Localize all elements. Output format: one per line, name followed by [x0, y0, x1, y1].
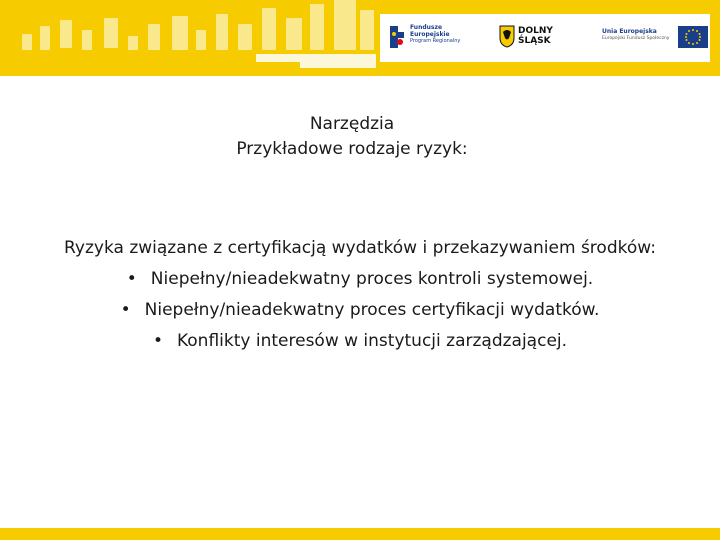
eagle-crest-icon — [498, 24, 516, 48]
bullet-icon: • — [152, 331, 163, 351]
header-band — [0, 0, 720, 76]
fe-line1: Fundusze — [410, 24, 443, 31]
list-item-text: Konflikty interesów w instytucji zarządzającej. — [176, 331, 568, 351]
list-item-text: Niepełny/nieadekwatny proces certyfikacji wydatków. — [144, 300, 600, 320]
eu-flag-icon — [678, 26, 708, 48]
fe-star-icon — [388, 24, 408, 52]
title-line2: Przykładowe rodzaje ryzyk: — [236, 139, 468, 159]
ue-line1: Unia Europejska — [602, 28, 657, 35]
list-item-text: Niepełny/nieadekwatny proces kontroli systemowej. — [150, 269, 594, 289]
ds-line2: ŚLĄSK — [518, 36, 551, 46]
list-item — [0, 264, 720, 295]
decorative-pattern — [0, 0, 380, 76]
unia-europejska-logo — [602, 24, 708, 54]
slide-title — [0, 112, 720, 162]
list-item — [0, 326, 720, 357]
bullet-icon: • — [120, 300, 131, 320]
logo-bar — [380, 14, 710, 62]
fe-line3: Program Regionalny — [410, 38, 461, 44]
dolny-slask-logo — [498, 24, 570, 54]
fundusze-europejskie-logo — [388, 22, 468, 58]
bullet-icon: • — [126, 269, 137, 289]
footer-band — [0, 528, 720, 540]
ds-line1: DOLNY — [518, 26, 553, 36]
fe-line2: Europejskie — [410, 31, 450, 38]
ue-line2: Europejski Fundusz Społeczny — [602, 36, 670, 41]
title-line1: Narzędzia — [309, 114, 395, 134]
list-item — [0, 295, 720, 326]
intro-text: Ryzyka związane z certyfikacją wydatków i przekazywaniem środków: — [64, 238, 656, 258]
slide-content — [0, 233, 720, 357]
